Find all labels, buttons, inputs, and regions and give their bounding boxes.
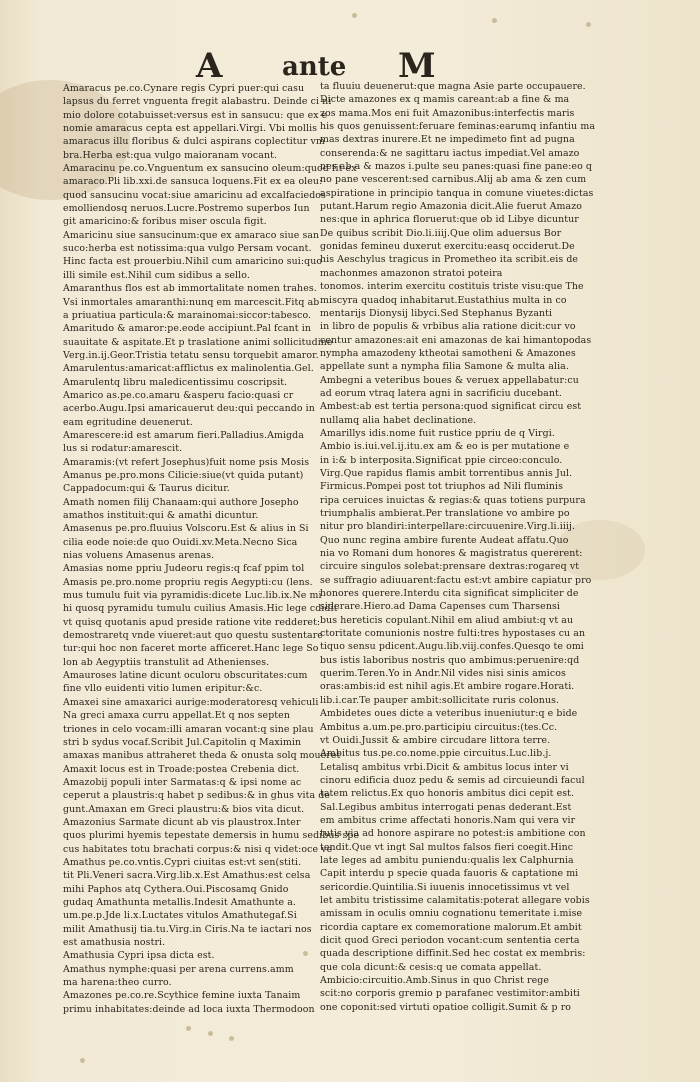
text-line: triones in celo vocam:illi amaran vocant:q sine plau [63,723,314,735]
right-text-column [320,80,596,1014]
text-line: his quos genuissent:feruare feminas:earumq infantiu ma [320,121,596,133]
text-line: Amaritudo & amaror:pe.eode accipiunt.Pal fcant in [63,323,311,335]
wormhole [80,1058,85,1063]
text-line: appellate sunt a nympha filia Samone & multa alia. [320,361,569,373]
text-line: quos plurimi hyemis tepestate demersis in humu sedibus spe [63,830,360,842]
text-line: Dicte amazones ex q mamis careant:ab a fine & ma [320,94,570,106]
text-line: Capit interdu p specie quada fauoris & captatione mi [320,868,579,880]
text-line: ad eorum vtraq latera agni in sacrificiu ducebant. [320,387,562,399]
text-line: tonomos. interim exercitu costituis triste visu:que The [320,281,584,293]
text-line: tutis via ad honore aspirare no potest:is ambitione con [320,828,586,840]
text-line: nympha amazodeny ktheotai samotheni & Amazones [320,347,576,359]
text-line: mio dolore cotabuisset:versus est in sansucu: que ex e [63,109,328,121]
text-line: Firmicus.Pompei post tot triuphos ad Nili fluminis [320,481,564,493]
text-line: tatem relictus.Ex quo honoris ambitus dici cepit est. [320,788,575,800]
text-line: cinoru edificia duoz pedu & semis ad circuieundi facul [320,774,585,786]
text-line: hi quosq pyramidu tumulu cuilius Amasis.Hic lege cdidit [63,603,338,615]
wormhole [352,13,357,18]
text-line: illi simile est.Nihil cum sidibus a sello. [63,269,250,281]
text-line: ricordia captare ex comemoratione malorum.Et ambit [320,921,582,933]
text-line: in i:& b interposita.Significat ppie circeo:conculo. [320,454,563,466]
text-line: Virg.Que rapidus flamis ambit torrentibus annis Jul. [320,467,573,479]
text-line: Sal.Legibus ambitus interrogati penas dederant.Est [320,801,572,813]
text-line: Amarillys idis.nome fuit rustice ppriu de q Virgi. [320,427,555,439]
text-line: triumphalis ambierat.Per translatione vo ambire po [320,508,570,519]
text-line: mentarijs Dionysij libyci.Sed Stephanus Byzanti [320,307,553,319]
text-line: Ambest:ab est tertia persona:quod significat circu est [320,401,582,413]
text-line: Amathus nymphe:quasi per arena currens.amm [63,963,294,975]
text-line: mihi Paphos atq Cythera.Oui.Piscosamq Gnido [63,883,289,895]
text-line: vt quisq quotanis apud preside ratione vite redderet: [63,616,321,628]
text-line: que cola dicunt:& cesis:q ue comata appellat. [320,961,542,973]
header-word: ante [282,52,347,82]
text-line: Amarescere:id est amarum fieri.Palladius.Amigda [63,429,304,441]
text-line: eam egritudine deuenerut. [63,416,193,428]
text-line: nitur pro blandiri:interpellare:circuuenire.Virg.li.iiij. [320,521,576,533]
text-line: Amazonius Sarmate dicunt ab vis plaustrox.Inter [63,816,301,828]
wormhole [586,22,591,27]
text-line: aspiratione in principio tanqua in comune viuetes:dictas [320,187,594,199]
text-line: Amaricinu siue sansucinum:que ex amaraco siue san [63,229,320,241]
text-line: se suffragio adiuuarent:factu est:vt ambire capiatur pro [320,574,592,586]
text-line: emolliendosq neruos.Lucre.Postremo superbos Iun [63,203,310,215]
text-line: Amaranthus flos est ab immortalitate nomen trahes. [63,283,317,295]
text-line: cilia eode noie:de quo Ouidi.xv.Meta.Necno Sica [63,536,298,548]
text-line: nes ab a & mazos i.pulte seu panes:quasi fine pane:eo q [320,161,592,173]
wormhole [229,1036,234,1041]
text-line: mus tumulu fuit via pyramidis:dicete Luc.lib.ix.Ne mi [63,590,322,602]
text-line: Ambegni a veteribus boues & veruex appellabatur:cu [320,374,579,386]
text-line: putant.Harum regio Amazonia dicit.Alie fuerut Amazo [320,201,582,213]
text-line: Amarulentus:amaricat:afflictus ex malinolentia.Gel. [63,363,314,375]
text-line: Letalisq ambitus vrbi.Dicit & ambitus locus inter vi [320,761,569,773]
text-line: Ambitus tus.pe.co.nome.ppie circuitus.Luc.lib.j. [320,748,552,760]
text-line: ta fluuiu deuenerut:que magna Asie parte occupauere. [320,81,586,92]
text-line: Ambidetes oues dicte a veteribus inueniutur:q e bide [320,708,578,720]
text-line: Ambitus a.um.pe.pro.participiu circuitus:(tes.Cc. [320,721,558,733]
text-line: Amath nomen filij Chanaam:qui authore Josepho [63,496,299,508]
text-line: ma harena:theo curro. [63,977,172,989]
text-line: bra.Herba est:qua vulgo maioranam vocant. [63,149,278,161]
text-line: Amanus pe.pro.mons Cilicie:siue(vt quida putant) [63,469,304,481]
text-line: oras:ambis:id est nihil agis.Et ambire rogare.Horati. [320,681,575,693]
text-line: Amazones pe.co.re.Scythice femine iuxta Tanaim [63,990,301,1002]
text-line: Amaracinu pe.co.Vnguentum ex sansucino oleum:quod fit ex [63,163,357,175]
text-line: Amarulentq libru maledicentissimu coscripsit. [63,376,288,388]
text-line: nes:que in aphrica floruerut:que ob id Libye dicuntur [320,214,579,226]
text-line: Amaxei sine amaxarici aurige:moderatoresq vehiculi [63,696,319,708]
text-line: lon ab Aegyptiis transtulit ad Athenienses. [63,656,270,668]
text-line: nullamq alia habet declinatione. [320,414,477,426]
text-line: lapsus du ferret vnguenta fregit alabastru. Deinde ci ni [63,96,332,108]
wormhole [186,1026,191,1031]
text-line: vt Ouidi.Jussit & ambire circudare littora terre. [320,734,551,746]
text-line: quada descriptione diffinit.Sed hec costat ex membris: [320,948,586,960]
text-line: cus habitates totu brachati corpus:& nisi q videt:oce ve [63,843,333,855]
text-line: dicit quod Greci periodon vocant:cum sententia certa [320,935,580,946]
left-text-column [63,82,360,1016]
text-line: nias voluens Amasenus arenas. [63,550,215,562]
text-line: Amathus pe.co.vntis.Cypri ciuitas est:vt sen(stiti. [63,856,302,868]
text-line: no pane vescerent:sed carnibus.Alij ab ama & zen cum [320,174,587,186]
text-line: Amasis pe.pro.nome propriu regis Aegypti:cu (lens. [63,576,313,588]
wormhole [208,1031,213,1036]
text-line: in libro de populis & vrbibus alia ratione dicit:cur vo [320,321,576,333]
text-line: centur amazones:ait eni amazonas de kai himantopodas [320,334,592,346]
header-left-letter: A [196,46,224,86]
text-line: bus istis laboribus nostris quo ambimus:peruenire:qd [320,654,580,666]
text-line: nia vo Romani dum honores & magistratus quererent: [320,548,583,560]
text-line: Amasias nome ppriu Judeoru regis:q fcaf ppim tol [63,563,305,575]
text-line: amathos instituit:qui & amathi dicuntur. [63,510,259,521]
text-line: gunt.Amaxan em Greci plaustru:& bios vita dicut. [63,803,305,815]
text-line: querim.Teren.Yo in Andr.Nil vides nisi sinis amicos [320,668,566,680]
text-line: Amaxit locus est in Troade:postea Crebenia dict. [63,763,300,775]
text-line: Verg.in.ij.Geor.Tristia tetatu sensu torquebit amaror. [63,349,319,361]
text-line: tur:qui hoc non faceret morte afficeret.Hanc lege So [63,643,319,655]
wormhole [492,18,497,23]
text-line: Ambio is.iui.vel.ij.itu.ex am & eo is per mutatione e [320,441,570,453]
text-line: machonmes amazonon stratoi poteira [320,267,503,279]
text-line: lus si rodatur:amarescit. [63,443,183,455]
text-line: acerbo.Augu.Ipsi amaricauerut deu:qui peccando in [63,403,315,415]
text-line: est amathusia nostri. [63,937,166,948]
text-line: stri b sydus vocaf.Scribit Jul.Capitolin q Maximin [63,736,302,748]
text-line: Amathusia Cypri ipsa dicta est. [63,950,215,962]
text-line: Cappadocum:qui & Taurus dicitur. [63,483,230,495]
text-line: Hinc facta est prouerbiu.Nihil cum amaricino sui:quo [63,256,323,268]
text-line: ripa ceruices inuictas & regias:& quas totiens purpura [320,494,586,506]
text-line: Na greci amaxa curru appellat.Et q nos septen [63,710,290,722]
text-line: nomie amaracus cepta est appellari.Virgi. Vbi mollis [63,123,318,135]
text-line: primu inhabitates:deinde ad loca iuxta Thermodoon [63,1003,315,1015]
text-line: quod sansucinu vocat:siue amaricinu ad excalfaciedos [63,189,326,201]
text-line: amaracus illu floribus & dulci aspirans coplectitur vm [63,136,325,148]
text-line: lib.i.car.Te pauper ambit:sollicitate ruris colonus. [320,694,560,706]
text-line: ctoritate comunionis nostre fulti:tres hypostases cu an [320,628,586,640]
text-line: circuire singulos solebat:prensare dextras:rogareq vt [320,561,580,573]
text-line: um.pe.p.Jde li.x.Luctates vitulos Amathutegaf.Si [63,910,297,922]
text-line: bus hereticis copulant.Nihil em aliud ambiut:q vt au [320,614,574,626]
text-line: scit:no corporis gremio p parafanec vestimitor:ambiti [320,988,580,1000]
text-line: tendit.Que vt ingt Sal multos falsos fieri coegit.Hinc [320,841,574,853]
text-line: Amarico as.pe.co.amaru &asperu facio:quasi cr [63,389,294,401]
text-line: gudaq Amathunta metallis.Indesit Amathunte a. [63,896,297,908]
text-line: Amaramis:(vt refert Josephus)fuit nome psis Mosis [63,456,310,468]
text-line: zos mama.Mos eni fuit Amazonibus:interfectis maris [320,107,575,119]
text-line: amissam in oculis omniu cognationu temeritate i.mise [320,908,583,920]
text-line: De quibus scribit Dio.li.iiij.Que olim aduersus Bor [320,227,562,239]
text-line: fine vllo euidenti vitio lumen eripitur:&c. [63,683,263,695]
header-right-letter: M [398,46,436,86]
text-line: mas dextras inurere.Et ne impedimeto fint ad pugna [320,134,575,146]
text-line: tiquo sensu pdicent.Augu.lib.viij.confes.Quesqo te omi [320,641,584,653]
text-line: gonidas femineu duxerut exercitu:easq occiderut.De [320,241,575,253]
text-line: ceperut a plaustris:q habet p sedibus:& in ghus vita de [63,790,330,802]
text-line: late leges ad ambitu puniendu:qualis lex Calphurnia [320,854,574,866]
text-line: suauitate & aspitate.Et p traslatione animi sollicitudine [63,336,333,348]
text-line: Amauroses latine dicunt oculoru obscuritates:cum [63,670,308,682]
text-line: milit Amathusij tia.tu.Virg.in Ciris.Na te iactari nos [63,923,312,935]
text-line: demostraretq vnde viueret:aut quo questu sustentare [63,630,323,642]
text-line: Amaracus pe.co.Cynare regis Cypri puer:qui casu [63,83,305,94]
text-line: a priuatiua particula:& marainomai:siccor:tabesco. [63,309,312,321]
text-line: em ambitus crime affectati honoris.Nam qui vera vir [320,814,576,826]
text-line: Vsi inmortales amaranthi:nunq em marcescit.Fitq ab [63,296,320,308]
text-line: conserenda:& ne sagittaru iactus impediat.Vel amazo [320,147,580,159]
text-line: his Aeschylus tragicus in Prometheo ita scribit.eis de [320,254,579,266]
text-line: honores querere.Interdu cita significat simpliciter de [320,588,579,600]
text-line: siderare.Hiero.ad Dama Capenses cum Tharsensi [320,601,560,613]
text-line: tit Pli.Veneri sacra.Virg.lib.x.Est Amathus:est celsa [63,870,311,882]
text-line: Amasenus pe.pro.fluuius Volscoru.Est & alius in Si [63,523,309,535]
text-line: one coponit:sed virtuti opatioe colligit.Sumit & p ro [320,1001,572,1013]
text-line: suco:herba est notissima:qua vulgo Persam vocant. [63,243,312,255]
text-line: Quo nunc regina ambire furente Audeat affatu.Quo [320,534,569,546]
text-line: amaxas manibus attraheret theda & onusta solq moueret [63,750,341,762]
text-line: Ambicio:circuitio.Amb.Sinus in quo Christ rege [320,975,549,987]
text-line: sericordie.Quintilia.Si iuuenis innocetissimus vt vel [320,881,570,893]
text-line: amaraco.Pli lib.xxi.de sansuca loquens.Fit ex ea oleu: [63,176,323,188]
text-line: Amazobij populi inter Sarmatas:q & ipsi nome ac [63,776,302,788]
text-line: miscyra quadoq inhabitarut.Eustathius multa in co [320,294,567,306]
text-line: let ambitu tristissime calamitatis:poterat allegare vobis [320,894,590,906]
text-line: git amaricino:& foribus miser oscula figit. [63,216,267,228]
